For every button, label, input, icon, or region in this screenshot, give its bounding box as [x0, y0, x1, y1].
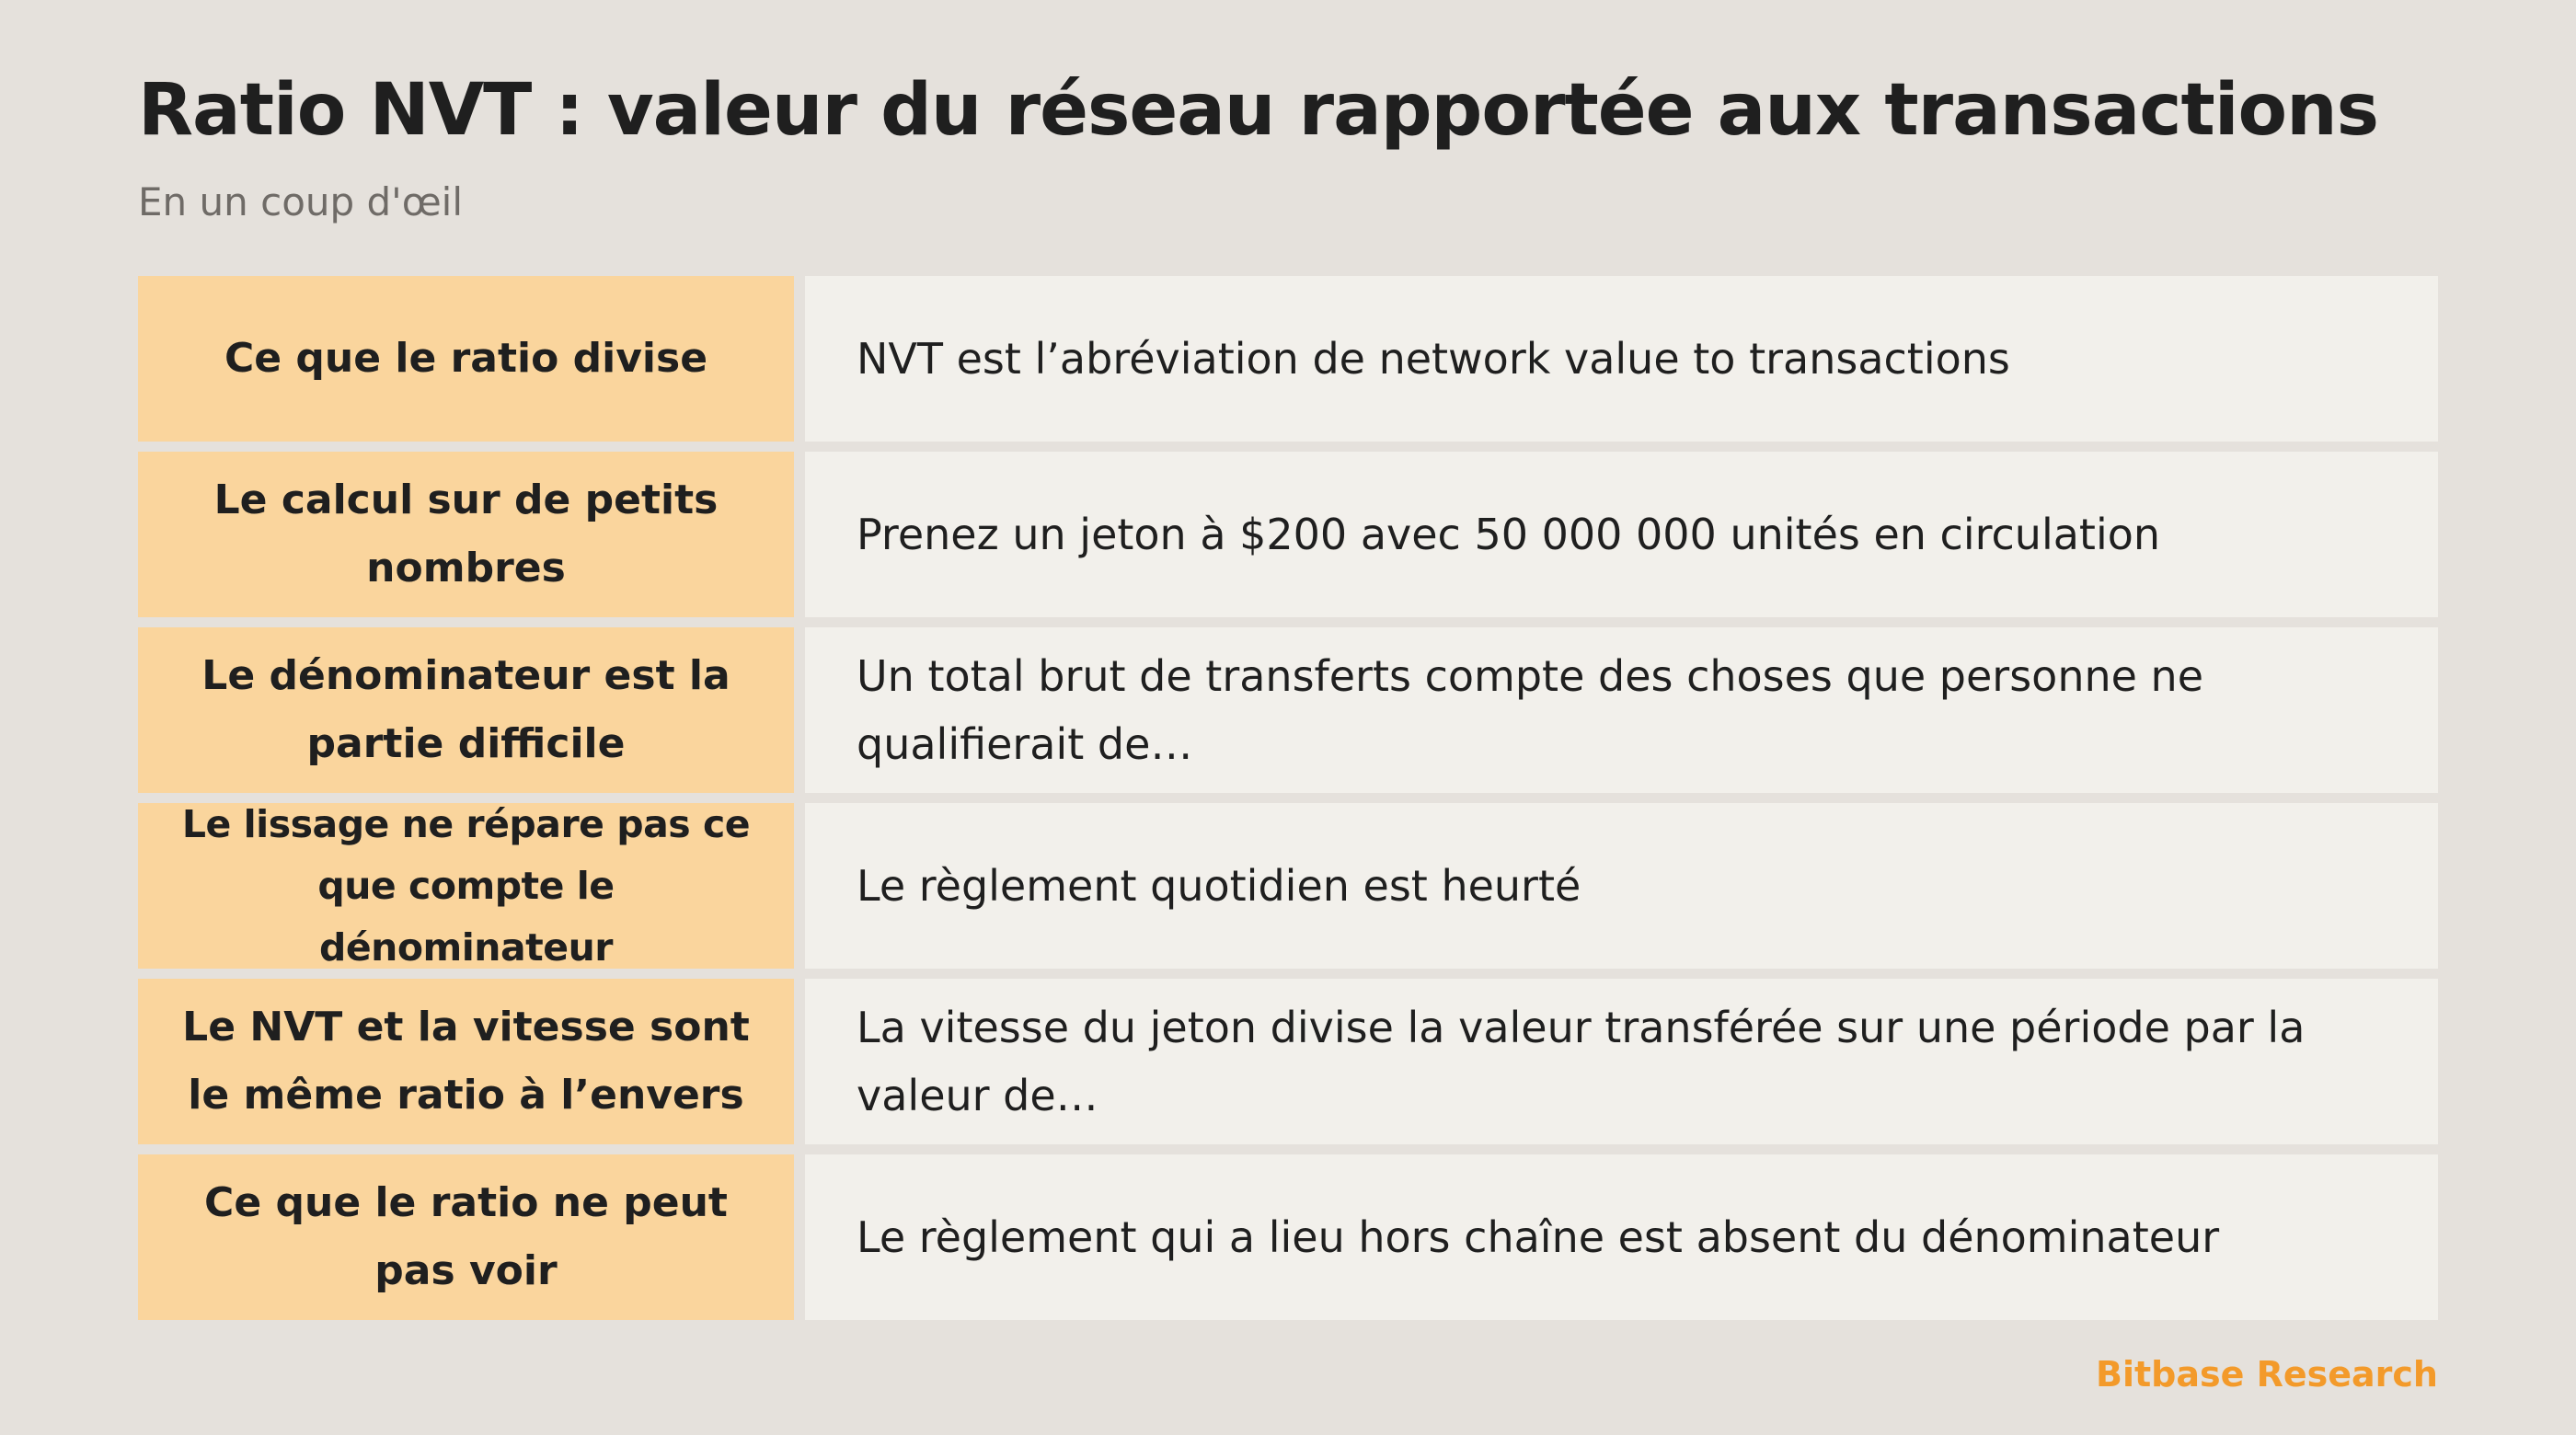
page-title: Ratio NVT : valeur du réseau rapportée aux transactions: [138, 69, 2379, 152]
table-row: [138, 979, 2438, 1144]
row-value: NVT est l’abréviation de network value to transactions: [805, 276, 2438, 442]
row-label: Le calcul sur de petits nombres: [138, 452, 794, 617]
row-label: Ce que le ratio ne peut pas voir: [138, 1154, 794, 1320]
table-row: [138, 452, 2438, 617]
row-value: Le règlement qui a lieu hors chaîne est absent du dénominateur: [805, 1154, 2438, 1320]
table-row: [138, 627, 2438, 793]
table-row: [138, 276, 2438, 442]
row-value: Le règlement quotidien est heurté: [805, 803, 2438, 969]
row-label: Le NVT et la vitesse sont le même ratio à l’envers: [138, 979, 794, 1144]
row-value: Un total brut de transferts compte des choses que personne ne qualifierait de…: [805, 627, 2438, 793]
row-value: Prenez un jeton à $200 avec 50 000 000 unités en circulation: [805, 452, 2438, 617]
table-row: [138, 1154, 2438, 1320]
row-label: Ce que le ratio divise: [138, 276, 794, 442]
brand-footer: Bitbase Research: [2095, 1354, 2438, 1395]
row-label: Le dénominateur est la partie difficile: [138, 627, 794, 793]
row-label: Le lissage ne répare pas ce que compte le dénominateur: [138, 803, 794, 969]
summary-table: [138, 276, 2438, 1320]
table-row: [138, 803, 2438, 969]
row-value: La vitesse du jeton divise la valeur transférée sur une période par la valeur de…: [805, 979, 2438, 1144]
page-subtitle: En un coup d'œil: [138, 179, 464, 224]
